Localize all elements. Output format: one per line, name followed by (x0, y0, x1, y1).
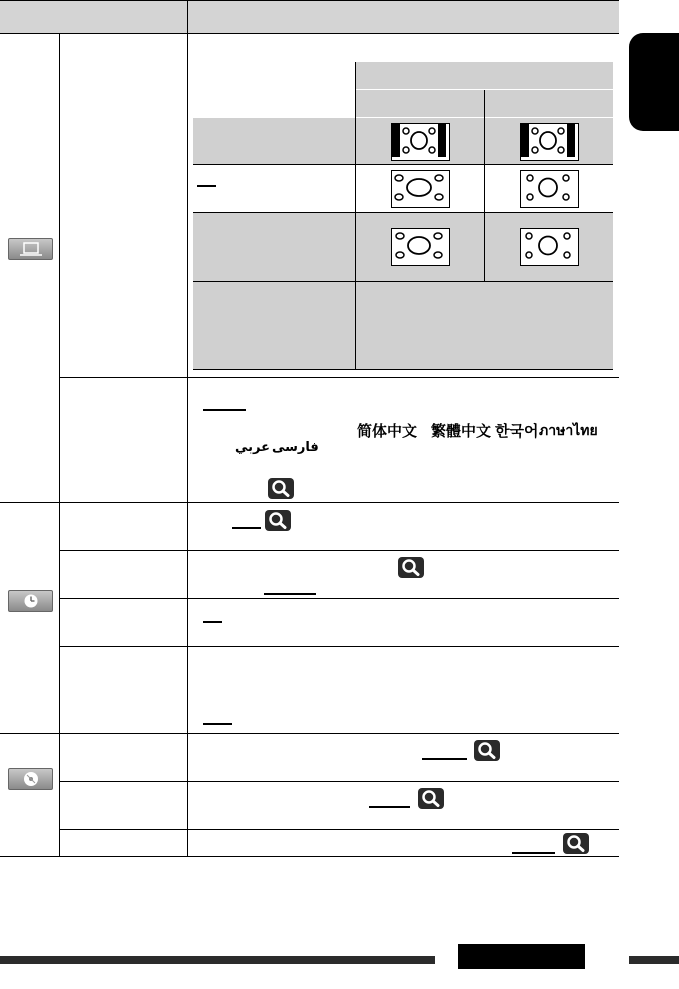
screen-pillarbox-image (391, 123, 450, 161)
magnifier-icon[interactable] (268, 478, 294, 499)
language-thai: ภาษาไทย (539, 423, 598, 439)
subtable-line (193, 164, 613, 165)
table-header (0, 0, 619, 33)
subtable-line (193, 369, 613, 370)
row-line-c (59, 598, 619, 599)
subtable-line (193, 281, 613, 282)
default-underline (197, 185, 216, 187)
section-line-2 (0, 733, 619, 734)
magnifier-icon[interactable] (563, 833, 589, 854)
screen-pillarbox-image (520, 123, 579, 161)
subtable-col-header-1 (356, 90, 484, 117)
footer-page-box (458, 944, 585, 969)
language-chinese-simplified: 简体中文 (357, 422, 418, 440)
subtable-vline (484, 90, 485, 281)
section-line-1 (0, 502, 619, 503)
magnifier-icon[interactable] (398, 557, 424, 578)
header-divider (187, 0, 188, 33)
language-farsi: فارسی (272, 440, 319, 455)
footer-bar-left (0, 956, 435, 964)
language-chinese-traditional: 繁體中文 (431, 422, 492, 440)
subtable-vline (355, 62, 356, 369)
subtable-col-header-2 (485, 90, 613, 117)
screen-zoom-image (520, 228, 579, 266)
row-line-e (59, 781, 619, 782)
row-line-b (59, 550, 619, 551)
language-arabic: عربي (235, 440, 271, 455)
subtable-row-label-2 (193, 165, 355, 212)
header-bottom-border (0, 33, 619, 34)
row-line-d (59, 646, 619, 647)
screen-full-image (520, 170, 579, 208)
subtable-top-header (356, 62, 613, 89)
table-bottom-border (0, 856, 619, 857)
subtable-row-label-4 (193, 282, 355, 369)
row-line-f (59, 829, 619, 830)
default-underline (264, 593, 316, 595)
magnifier-icon[interactable] (474, 740, 500, 761)
screen-full-image (391, 170, 450, 208)
row-line-a (59, 377, 619, 378)
clock-icon (8, 590, 53, 612)
magnifier-icon[interactable] (265, 510, 291, 531)
language-korean: 한국어 (495, 422, 539, 440)
subtable-row-label-1 (193, 118, 355, 164)
default-underline (203, 409, 246, 411)
default-underline (203, 723, 232, 725)
subtable-line (193, 212, 613, 213)
default-underline (369, 806, 410, 808)
default-underline (232, 527, 261, 529)
subtable-row-label-3 (193, 213, 355, 281)
default-underline (422, 758, 467, 760)
footer-bar-right (629, 956, 679, 964)
subtable-row-cell-4 (356, 282, 613, 369)
table-top-border (0, 0, 619, 1)
default-underline (203, 621, 222, 623)
magnifier-icon[interactable] (418, 788, 444, 809)
default-underline (512, 852, 555, 854)
language-side-tab (629, 33, 679, 131)
monitor-icon (8, 238, 53, 260)
disc-icon (8, 768, 53, 790)
screen-zoom-image (391, 228, 450, 266)
